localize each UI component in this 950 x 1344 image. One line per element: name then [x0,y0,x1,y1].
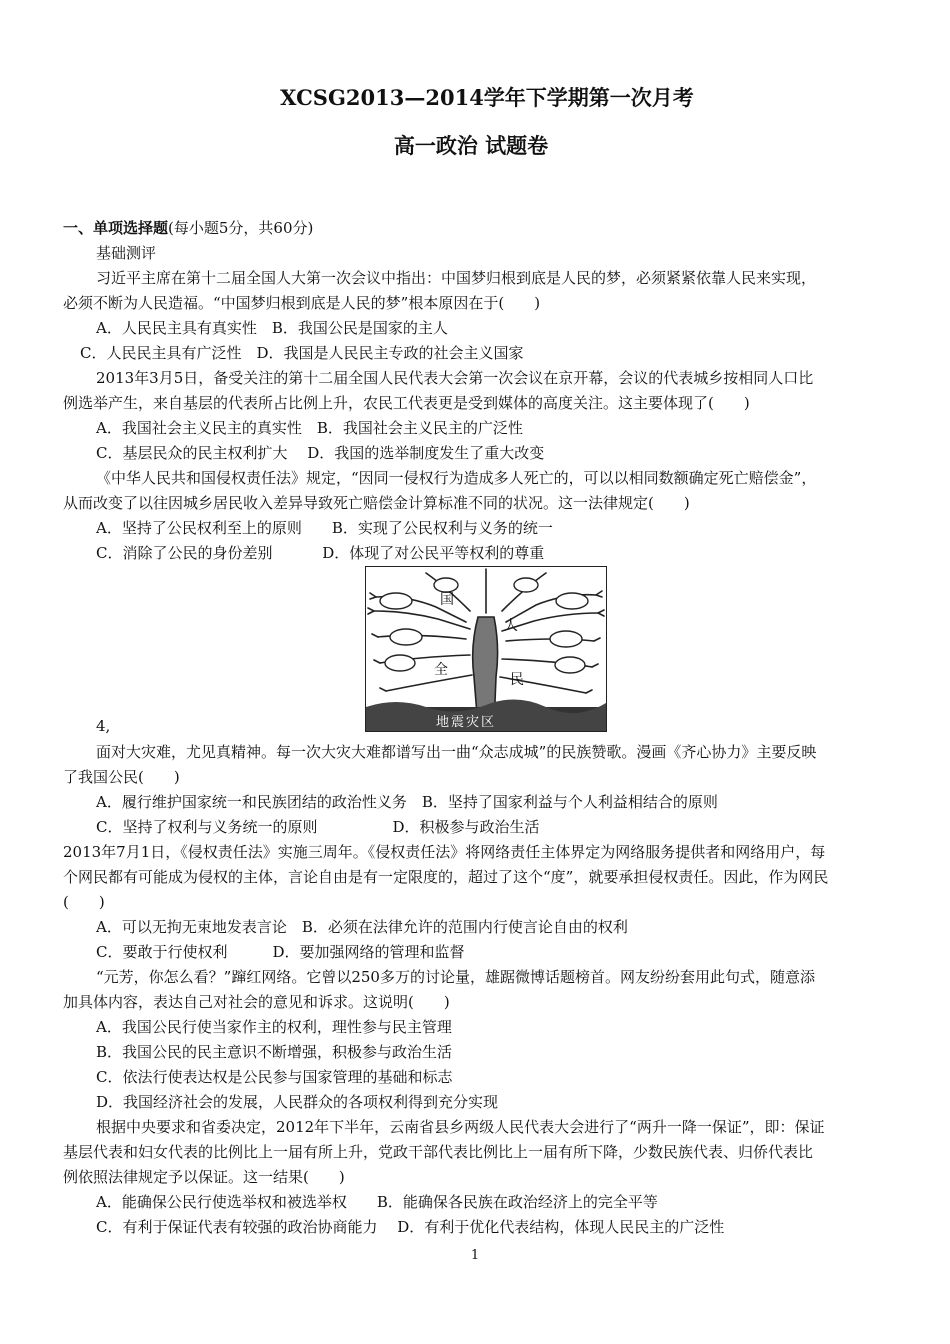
q4-options-cd: C．坚持了权利与义务统一的原则 D．积极参与政治生活 [96,818,540,836]
page-number: 1 [470,1248,480,1263]
exam-subtitle: 高一政治 试题卷 [393,133,549,158]
q4-options-ab: A．履行维护国家统一和民族团结的政治性义务 B．坚持了国家利益与个人利益相结合的原则 [96,793,718,811]
q2-options-ab: A．我国社会主义民主的真实性 B．我国社会主义民主的广泛性 [96,419,523,437]
q3-stem-line1: 《中华人民共和国侵权责任法》规定，“因同一侵权行为造成多人死亡的，可以以相同数额确定死亡赔偿金”， [96,469,817,487]
q4-stem-line2: 了我国公民( ) [63,768,180,786]
q5-stem-line1: 2013年7月1日，《侵权责任法》实施三周年。《侵权责任法》将网络责任主体界定为网络服务提供者和网络用户，每 [63,843,826,861]
q5-stem-line2: 个网民都有可能成为侵权的主体，言论自由是有一定限度的，超过了这个“度”，就要承担侵权责任。因此，作为网民 [63,868,829,886]
q4-stem-line1: 面对大灾难，尤见真精神。每一次大灾大难都谱写出一曲“众志成城”的民族赞歌。漫画《齐心协力》主要反映 [96,743,817,761]
q5-options-ab: A．可以无拘无束地发表言论 B．必须在法律允许的范围内行使言论自由的权利 [96,918,628,936]
cartoon-ground-label: 地震灾区 [436,715,497,730]
section-title: 一、单项选择题 [63,219,169,237]
q7-options-ab: A．能确保公民行使选举权和被选举权 B．能确保各民族在政治经济上的完全平等 [96,1193,658,1211]
q2-stem-line2: 例选举产生，来自基层的代表所占比例上升，农民工代表更是受到媒体的高度关注。这主要体现了( ) [63,394,750,412]
q5-options-cd: C．要敢于行使权利 D．要加强网络的管理和监督 [96,943,465,961]
cartoon-word-min: 民 [510,672,524,688]
subheading: 基础测评 [96,244,157,262]
q1-stem-line2: 必须不断为人民造福。“中国梦归根到底是人民的梦”根本原因在于( ) [63,294,541,312]
cartoon-hands-illustration [366,567,606,731]
q6-stem-line1: “元芳，你怎么看？”蹿红网络。它曾以250多万的讨论量，雄踞微博话题榜首。网友纷纷套用此句式，随意添 [96,968,815,986]
cartoon-image [365,566,607,732]
q7-options-cd: C．有利于保证代表有较强的政治协商能力 D．有利于优化代表结构，体现人民民主的广泛性 [96,1218,725,1236]
q5-stem-line3: ( ) [63,893,105,911]
cartoon-word-quan: 全 [434,662,448,678]
q1-options-ab: A．人民民主具有真实性 B．我国公民是国家的主人 [96,319,448,337]
exam-title: XCSG2013—2014学年下学期第一次月考 [280,85,694,110]
q2-stem-line1: 2013年3月5日，备受关注的第十二届全国人民代表大会第一次会议在京开幕，会议的代表城乡按相同人口比 [96,369,814,387]
q1-stem-line1: 习近平主席在第十二届全国人大第一次会议中指出：中国梦归根到底是人民的梦，必须紧紧依靠人民来实现， [96,269,817,287]
q3-options-cd: C．消除了公民的身份差别 D．体现了对公民平等权利的尊重 [96,544,545,562]
q6-stem-line2: 加具体内容，表达自己对社会的意见和诉求。这说明( ) [63,993,450,1011]
q6-option-a: A．我国公民行使当家作主的权利，理性参与民主管理 [96,1018,452,1036]
q3-options-ab: A．坚持了公民权利至上的原则 B．实现了公民权利与义务的统一 [96,519,553,537]
section-heading [63,218,313,238]
section-note: (每小题5分，共60分) [168,219,314,237]
q7-stem-line2: 基层代表和妇女代表的比例比上一届有所上升，党政干部代表比例比上一届有所下降，少数民族代表、归侨代表比 [63,1143,814,1161]
q7-stem-line3: 例依照法律规定予以保证。这一结果( ) [63,1168,345,1186]
q2-options-cd: C．基层民众的民主权利扩大 D．我国的选举制度发生了重大改变 [96,444,545,462]
q6-option-c: C．依法行使表达权是公民参与国家管理的基础和标志 [96,1068,453,1086]
q3-stem-line2: 从而改变了以往因城乡居民收入差异导致死亡赔偿金计算标准不同的状况。这一法律规定( ) [63,494,690,512]
q1-options-cd: C．人民民主具有广泛性 D．我国是人民民主专政的社会主义国家 [80,344,524,362]
q6-option-b: B．我国公民的民主意识不断增强，积极参与政治生活 [96,1043,453,1061]
cartoon-word-ren: 人 [504,618,518,634]
q7-stem-line1: 根据中央要求和省委决定，2012年下半年，云南省县乡两级人民代表大会进行了“两升一降一保证”，即：保证 [96,1118,825,1136]
q6-option-d: D．我国经济社会的发展，人民群众的各项权利得到充分实现 [96,1093,499,1111]
q4-number: 4, [96,717,111,735]
cartoon-word-guo: 国 [440,592,454,608]
